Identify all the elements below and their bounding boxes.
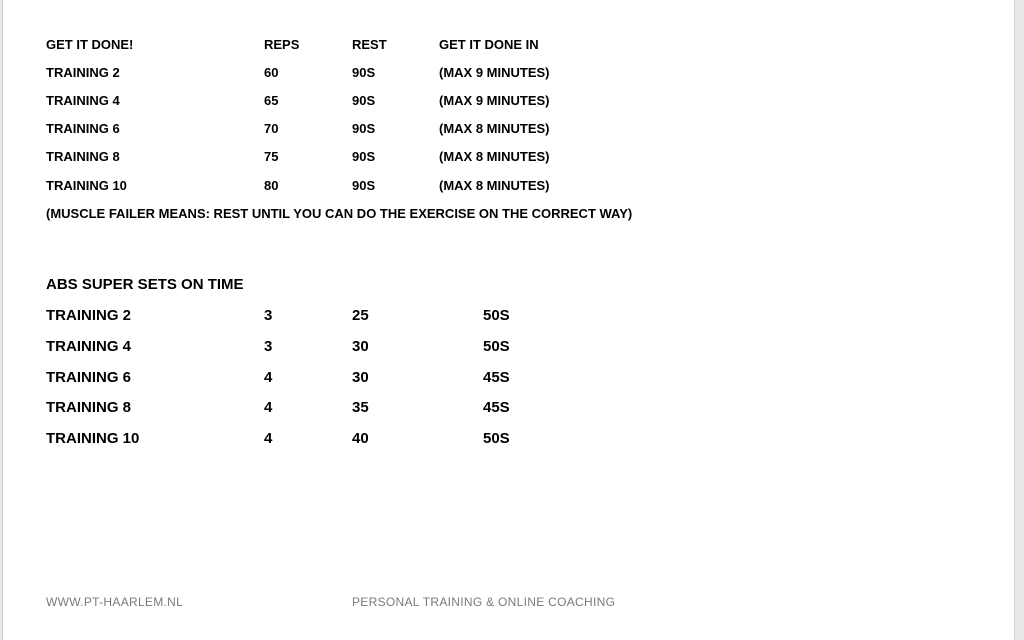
table-cell-training: TRAINING 6 [46, 121, 120, 136]
table-cell-training: TRAINING 2 [46, 307, 132, 324]
table-cell-training: TRAINING 8 [46, 399, 132, 416]
table-cell-training: TRAINING 4 [46, 338, 132, 355]
table-cell-rest: 45S [483, 399, 510, 416]
footer-website: WWW.PT-HAARLEM.NL [46, 595, 184, 609]
table-header-reps: REPS [264, 37, 300, 52]
table-cell-rest: 90S [352, 65, 376, 80]
table-cell-reps: 40 [352, 430, 369, 447]
table-cell-training: TRAINING 10 [46, 430, 140, 447]
table-header-time: GET IT DONE IN [439, 37, 539, 52]
table-cell-reps: 30 [352, 338, 369, 355]
table-cell-reps: 25 [352, 307, 369, 324]
table-cell-sets: 4 [264, 369, 273, 386]
table-cell-time: (MAX 9 MINUTES) [439, 65, 550, 80]
table-cell-training: TRAINING 2 [46, 65, 120, 80]
table-header-get-it-done: GET IT DONE! [46, 37, 134, 52]
table-header-rest: REST [352, 37, 387, 52]
table-cell-sets: 3 [264, 338, 273, 355]
table-cell-time: (MAX 8 MINUTES) [439, 121, 550, 136]
table-cell-time: (MAX 9 MINUTES) [439, 93, 550, 108]
note-text: (MUSCLE FAILER MEANS: REST UNTIL YOU CAN DO THE EXERCISE ON THE CORRECT WAY) [46, 206, 633, 221]
table-cell-reps: 60 [264, 65, 279, 80]
table-cell-rest: 90S [352, 93, 376, 108]
table-cell-time: (MAX 8 MINUTES) [439, 178, 550, 193]
table-cell-sets: 4 [264, 430, 273, 447]
footer-tagline: PERSONAL TRAINING & ONLINE COACHING [352, 595, 616, 609]
table-cell-training: TRAINING 10 [46, 178, 127, 193]
table-cell-sets: 4 [264, 399, 273, 416]
table-cell-training: TRAINING 4 [46, 93, 120, 108]
table-cell-rest: 50S [483, 430, 510, 447]
table-cell-sets: 3 [264, 307, 273, 324]
table-cell-reps: 80 [264, 178, 279, 193]
table-cell-reps: 65 [264, 93, 279, 108]
table-cell-time: (MAX 8 MINUTES) [439, 149, 550, 164]
table-cell-reps: 75 [264, 149, 279, 164]
table-cell-rest: 90S [352, 178, 376, 193]
table-cell-reps: 35 [352, 399, 369, 416]
table-cell-rest: 50S [483, 338, 510, 355]
section-title: ABS SUPER SETS ON TIME [46, 276, 244, 293]
document-page [2, 0, 1015, 640]
table-cell-rest: 90S [352, 149, 376, 164]
table-cell-reps: 30 [352, 369, 369, 386]
table-cell-rest: 45S [483, 369, 510, 386]
table-cell-training: TRAINING 6 [46, 369, 132, 386]
table-cell-training: TRAINING 8 [46, 149, 120, 164]
table-cell-rest: 50S [483, 307, 510, 324]
table-cell-reps: 70 [264, 121, 279, 136]
table-cell-rest: 90S [352, 121, 376, 136]
